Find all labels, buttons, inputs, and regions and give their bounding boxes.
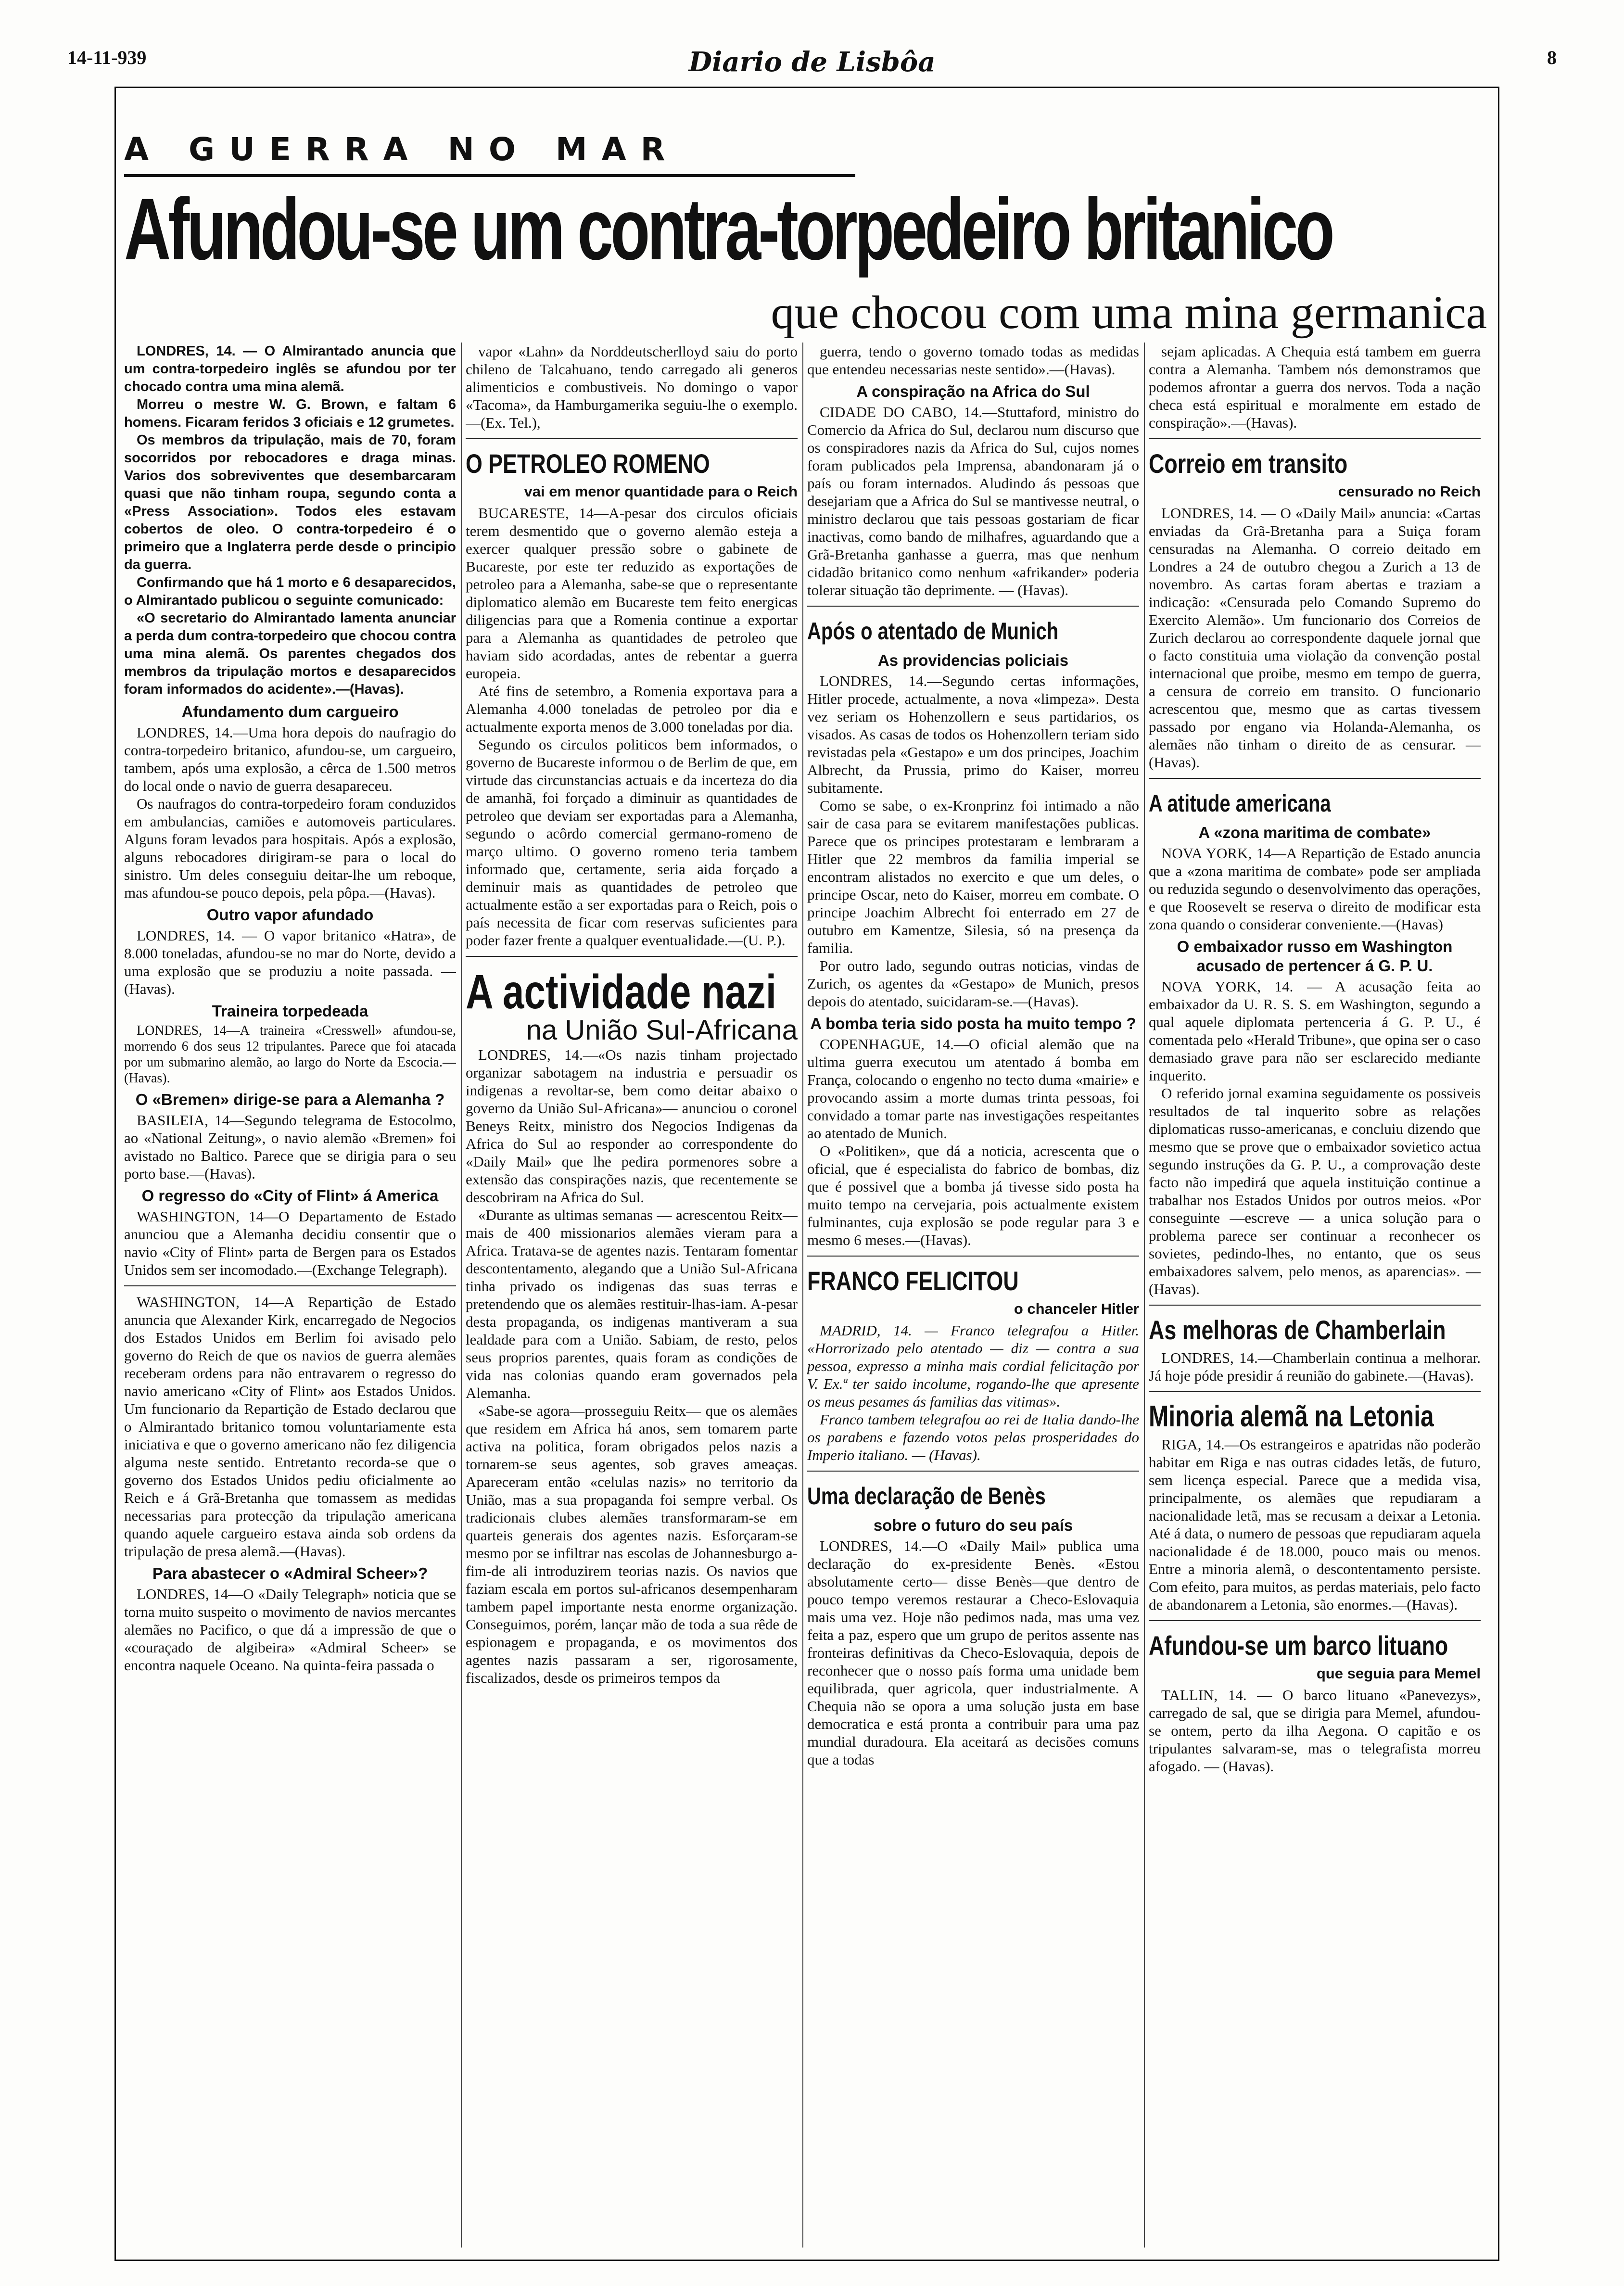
divider [807, 1471, 1139, 1472]
article-paragraph: LONDRES, 14—O «Daily Telegraph» noticia que se torna muito suspeito o movimento de navios mercantes alemães no Pacifico, o que dá a impressão de que o «couraçado de algibeira» «Admiral Scheer» se encontra naquele Oceano. Na quinta-feira passada o [124, 1586, 456, 1674]
article-paragraph: «Sabe-se agora—prosseguiu Reitx— que os alemães que residem em Africa há anos, sem tomarem parte activa na politica, foram obrigados pelos nazis a tornarem-se seus agentes, sob graves ameaças. Apareceram então «celulas nazis» no territorio da União, mas a sua propaganda foi sempre verbal. Os tradicionais clubes alemães transformaram-se em quarteis generais dos agentes nazis. Esforçaram-se mesmo por se infiltrar nas escolas de Johannesburgo a-fim-de ali introduzirem teorias nazis. Os navios que faziam escala em portos sul-africanos desempenharam tambem papel importante nesta enorme organização. Conseguimos, porém, lançar mão de toda a sua rêde de espionagem e propaganda, e os movimentos dos agentes nazis passaram a ser, rigorosamente, fiscalizados, desde os primeiros tempos da [466, 1402, 798, 1686]
divider [1149, 1620, 1481, 1621]
section-headline: A atitude americana [1149, 790, 1331, 817]
section-heading: O «Bremen» dirige-se para a Alemanha ? [135, 1091, 445, 1108]
article-paragraph: BUCARESTE, 14—A-pesar dos circulos oficiais terem desmentido que o governo alemão esteja a exercer qualquer pressão sobre o gabinete de Bucareste, por este ter reduzido as exportações de petroleo para a Alemanha, sabe-se que o representante diplomatico alemão em Bucareste tem feito energicas diligencias para que a Romenia continue a exportar para a Alemanha as quantidades de petroleo que haviam sido acordadas, antes de rebentar a guerra europeia. [466, 505, 798, 682]
column-divider [461, 343, 462, 2248]
section-heading: A bomba teria sido posta ha muito tempo ? [810, 1015, 1136, 1032]
main-subheadline: que chocou com uma mina germanica [771, 287, 1487, 339]
article-paragraph: WASHINGTON, 14—A Repartição de Estado anuncia que Alexander Kirk, encarregado de Negocios dos Estados Unidos em Berlim foi avisado pelo governo do Reich de que os navios de guerra alemães receberam ordens para não entravarem o regresso do navio americano «City of Flint» aos Estados Unidos. Um funcionario da Repartição de Estado declarou que o Almirantado britanico tomou voluntariamente esta iniciativa e que o governo americano não fez diligencia alguma neste sentido. Entretanto recorda-se que o governo dos Estados Unidos pediu oficialmente ao Reich e á Grã-Bretanha que tomassem as medidas necessarias para protecção da tripulação americana quando aquele cargueiro estava ainda sob ordens da tripulação de presa alemã.—(Havas). [124, 1294, 456, 1560]
section-heading: Para abastecer o «Admiral Scheer»? [152, 1564, 428, 1582]
divider [1149, 778, 1481, 779]
article-paragraph: Os membros da tripulação, mais de 70, foram socorridos por rebocadores e draga minas. Varios dos sobreviventes que desembarcaram quasi que não tinham roupa, segundo conta a «Press Association». Todos eles estavam cobertos de oleo. O contra-torpedeiro é o primeiro que a Inglaterra perde desde o principio da guerra. [124, 432, 456, 572]
page-number: 8 [1547, 47, 1557, 68]
article-paragraph: LONDRES, 14.—Segundo certas informações, Hitler procede, actualmente, a nova «limpeza». Desta vez seriam os Hohenzollern e seus partidarios, os visados. As casas de todos os Hohenzollern teriam sido revistadas pela «Gestapo» e um dos principes, Joachim Albrecht, da Prussia, primo do Kaiser, morreu subitamente. [807, 673, 1139, 796]
masthead: Diario de Lisbôa [688, 46, 936, 78]
kicker-rule [124, 174, 855, 177]
lead-paragraph: LONDRES, 14. — O Almirantado anuncia que um contra-torpedeiro inglês se afundou por ter chocado contra uma mina alemã. [124, 343, 456, 394]
article-paragraph: LONDRES, 14. — O vapor britanico «Hatra», de 8.000 toneladas, afundou-se no mar do Norte, devido a uma explosão que se produziu a noite passada. — (Havas). [124, 927, 456, 997]
article-paragraph: Segundo os circulos politicos bem informados, o governo de Bucareste informou o de Berlim de que, em virtude das circunstancias actuais e da incerteza do dia de amanhã, foi forçado a diminuir as quantidades de petroleo que deviam ser exportadas para a Alemanha, segundo o acôrdo comercial germano-romeno de março ultimo. O governo romeno teria tambem informado que, certamente, seria aida forçado a deminuir mais as quantidades de petroleo que actualmente estão a ser exportadas para o Reich, pois o país necessita de ficar com reservas suficientes para poder fazer frente a qualquer eventualidade.—(U. P.). [466, 736, 798, 949]
article-paragraph: sejam aplicadas. A Chequia está tambem em guerra contra a Alemanha. Tambem nós demonstramos que podemos afrontar a guerra dos nervos. Toda a nação checa está espiritual e moralmente em estado de conspiração».—(Havas). [1149, 343, 1481, 431]
divider [1149, 1305, 1481, 1306]
article-paragraph: vapor «Lahn» da Norddeutscherlloyd saiu do porto chileno de Talcahuano, tendo carregado ali generos alimenticios e combustiveis. No domingo o vapor «Tacoma», da Hamburgamerika seguiu-lhe o exemplo.—(Ex. Tel.), [466, 343, 798, 431]
section-headline: As melhoras de Chamberlain [1149, 1315, 1446, 1345]
article-paragraph: Até fins de setembro, a Romenia exportava para a Alemanha 4.000 toneladas de petroleo por dia e actualmente exporta menos de 3.000 toneladas por dia. [466, 683, 798, 735]
section-heading: O embaixador russo em Washington acusado de pertencer á G. P. U. [1177, 938, 1453, 975]
article-paragraph: «Durante as ultimas semanas — acrescentou Reitx—mais de 400 missionarios alemães vieram para a Africa. Tratava-se de agentes nazis. Tentaram fomentar descontentamento, alegando que a União Sul-Africana tinha privado os indigenas das suas terras e pretendendo que os alemães restituir-lhas-iam. A-pesar desta propaganda, os indigenas mantiveram a sua lealdade para com a União. Sabiam, de resto, pelos seus proprios parentes, quais foram as condições de vida nas colonias quando eram governados pela Alemanha. [466, 1206, 798, 1401]
article-paragraph: Os naufragos do contra-torpedeiro foram conduzidos em ambulancias, camiões e automoveis particulares. Alguns foram levados para hospitais. Após a explosão, alguns rebocadores dirigiram-se para o local do sinistro. Um deles conseguiu deitar-lhe um reboque, mas afundou-se pouco depois, pela pôpa.—(Havas). [124, 795, 456, 901]
section-subheadline: na União Sul-Africana [526, 1015, 798, 1046]
article-paragraph: NOVA YORK, 14—A Repartição de Estado anuncia que a «zona maritima de combate» pode ser ampliada ou reduzida segundo o desenvolvimento das operações, e que Roosevelt se reserva o direito de modificar esta zona quando o considerar conveniente.—(Havas) [1149, 845, 1481, 933]
main-headline: Afundou-se um contra-torpedeiro britanico [124, 180, 1332, 278]
section-subheadline: A «zona maritima de combate» [1198, 824, 1431, 841]
article-paragraph: LONDRES, 14—A traineira «Cresswell» afundou-se, morrendo 6 dos seus 12 tripulantes. Parece que foi atacada por um submarino alemão, ao largo do Norte da Escocia.—(Havas). [124, 1023, 456, 1086]
article-paragraph: MADRID, 14. — Franco telegrafou a Hitler. «Horrorizado pelo atentado — diz — contra a sua pessoa, expresso a minha mais cordial felicitação por V. Ex.ª ter saido incolume, rogando-lhe que apresente os meus pesames ás familias das vitimas». [807, 1322, 1139, 1410]
section-subheadline: que seguia para Memel [1316, 1665, 1481, 1682]
section-heading: A conspiração na Africa do Sul [856, 382, 1090, 400]
article-paragraph: LONDRES, 14. — O «Daily Mail» anuncia: «Cartas enviadas da Grã-Bretanha para a Suiça foram censuradas na Alemanha. O correio deitado em Londres a 24 de outubro chegou a Zurich a 13 de novembro. As cartas foram abertas e traziam a indicação: «Censurada pelo Comando Supremo do Exercito Alemão». Um funcionario dos Correios de Zurich declarou ao correspondente daquele jornal que o facto constituia uma violação da convenção postal internacional que proibe, mesmo em tempo de guerra, a censura de correio em transito. O funcionario acrescentou que, mesmo que as cartas tivessem passado por engano via Holanda-Alemanha, os alemães não tinham o direito de as censurar. — (Havas). [1149, 505, 1481, 771]
column-divider [1144, 343, 1145, 2248]
article-paragraph: O «Politiken», que dá a noticia, acrescenta que o oficial, que é especialista do fabrico de bombas, diz que é possivel que a bomba já tivesse sido posta ha muito tempo na cervejaria, pois actualmente existem fulminantes, cuja explosão se pode regular para 3 e mesmo 6 meses.—(Havas). [807, 1143, 1139, 1248]
article-paragraph: LONDRES, 14.—Uma hora depois do naufragio do contra-torpedeiro britanico, afundou-se, um cargueiro, tambem, após uma explosão, a cêrca de 1.500 metros do local onde o navio de guerra desapareceu. [124, 724, 456, 794]
article-paragraph: LONDRES, 14.—«Os nazis tinham projectado organizar sabotagem na industria e persuadir os indigenas a revoltar-se, bem como deitar abaixo o governo da União Sul-Africana»— anunciou o coronel Beneys Reitx, ministro dos Negocios Indigenas da Africa do Sul ao responder ao correspondente do «Daily Mail» que lhe pedira pormenores sobre a extensão das conspirações nazis, que recentemente se descobriram na Africa do Sul. [466, 1046, 798, 1206]
section-heading: Outro vapor afundado [206, 906, 374, 924]
article-paragraph: WASHINGTON, 14—O Departamento de Estado anunciou que a Alemanha decidiu consentir que o navio «City of Flint» parta de Bergen para os Estados Unidos sem ser incomodado.—(Exchange Telegraph). [124, 1208, 456, 1278]
column-2 [466, 343, 798, 2248]
article-paragraph: BASILEIA, 14—Segundo telegrama de Estocolmo, ao «National Zeitung», o navio alemão «Bremen» foi avistado no Baltico. Parece que se dirigia para o seu porto base.—(Havas). [124, 1112, 456, 1182]
article-paragraph: Morreu o mestre W. G. Brown, e faltam 6 homens. Ficaram feridos 3 oficiais e 12 grumetes. [124, 397, 456, 430]
article-paragraph: «O secretario do Almirantado lamenta anunciar a perda dum contra-torpedeiro que chocou contra uma mina alemã. Os parentes chegados dos membros da tripulação mortos e desaparecidos foram informados do acidente».—(Havas). [124, 610, 456, 697]
article-paragraph: Franco tambem telegrafou ao rei de Italia dando-lhe os parabens e fazendo votos pelas prosperidades do Imperio italiano. — (Havas). [807, 1411, 1139, 1463]
section-subheadline: censurado no Reich [1338, 483, 1481, 500]
divider [807, 1256, 1139, 1257]
section-headline: Uma declaração de Benès [807, 1483, 1046, 1510]
column-4 [1149, 343, 1481, 2248]
article-paragraph: NOVA YORK, 14. — A acusação feita ao embaixador da U. R. S. S. em Washington, segundo a qual aquele diplomata pertenceria á G. P. U., é comentada pelo «Herald Tribune», que opina ser o caso demasiado grave para não ser esclarecido mediante inquerito. [1149, 978, 1481, 1084]
section-headline: FRANCO FELICITOU [807, 1266, 1019, 1296]
section-kicker: A GUERRA NO MAR [124, 131, 680, 168]
article-paragraph: Confirmando que há 1 morto e 6 desaparecidos, o Almirantado publicou o seguinte comunicado: [124, 575, 456, 608]
column-3 [807, 343, 1139, 2248]
section-headline: A actividade nazi [466, 965, 777, 1019]
section-headline: Correio em transito [1149, 448, 1348, 479]
divider [466, 438, 798, 439]
section-headline: Afundou-se um barco lituano [1149, 1630, 1448, 1661]
article-paragraph: TALLIN, 14. — O barco lituano «Panevezys», carregado de sal, que se dirigia para Memel, afundou-se ontem, perto da ilha Aegona. O capitão e os tripulantes salvaram-se, mas o telegrafista morreu afogado. — (Havas). [1149, 1687, 1481, 1775]
article-paragraph: O referido jornal examina seguidamente os possiveis resultados de tal inquerito sobre as relações diplomaticas russo-americanas, e concluiu dizendo que mesmo que se prove que o embaixador sovietico actua segundo instruções da G. P. U., a comprovação deste facto não impedirá que aquela instituição continue a trabalhar nos Estados Unidos por outros meios. «Por conseguinte —escreve — a unica solução para o problema parece ser continuar a reconhecer os sovietes, pedindo-lhes, no entanto, que os seus embaixadores salvem, pelo menos, as aparencias». — (Havas). [1149, 1085, 1481, 1297]
article-paragraph: CIDADE DO CABO, 14.—Stuttaford, ministro do Comercio da Africa do Sul, declarou num discurso que os conspiradores nazis da Africa do Sul, cujos nomes foram publicados pela Imprensa, abandonaram já o país ou foram internados. Aludindo ás pessoas que desejariam que a Africa do Sul se mantivesse neutral, o ministro declarou que tais pessoas gostariam de ficar inactivas, como bando de milhafres, aguardando que a Grã-Bretanha ganhasse a guerra, mas que nenhum cidadão britanico como nenhum «afrikander» poderia tolerar situação tão deprimente. — (Havas). [807, 404, 1139, 598]
section-headline: Minoria alemã na Letonia [1149, 1400, 1434, 1433]
divider [1149, 438, 1481, 439]
article-paragraph: guerra, tendo o governo tomado todas as medidas que entendeu necessarias neste sentido».—(Havas). [807, 343, 1139, 378]
article-paragraph: COPENHAGUE, 14.—O oficial alemão que na ultima guerra executou um atentado á bomba em França, colocando o engenho no tecto duma «mairie» e provocando assim a morte dumas trinta pessoas, foi convidado a tomar parte nas investigações respeitantes ao atentado de Munich. [807, 1036, 1139, 1142]
article-paragraph: Como se sabe, o ex-Kronprinz foi intimado a não sair de casa para se evitarem manifestações publicas. Parece que os principes protestaram e lembraram a Hitler que 22 membros da familia imperial se encontram alistados no exercito e que um deles, o principe Oscar, neto do Kaiser, morreu em combate. O principe Joachim Albrecht foi enterrado em 27 de outubro em Kamentze, Silesia, só na presença da familia. [807, 797, 1139, 956]
article-paragraph: LONDRES, 14.—Chamberlain continua a melhorar. Já hoje póde presidir á reunião do gabinete.—(Havas). [1149, 1349, 1481, 1384]
divider [807, 606, 1139, 607]
divider [124, 1285, 456, 1286]
section-subheadline: o chanceler Hitler [1014, 1300, 1139, 1317]
section-subheadline: As providencias policiais [877, 651, 1069, 669]
column-1 [124, 343, 456, 2248]
section-heading: Afundamento dum cargueiro [181, 703, 399, 721]
section-headline: Após o atentado de Munich [807, 618, 1059, 645]
article-paragraph: RIGA, 14.—Os estrangeiros e apatridas não poderão habitar em Riga e nas outras cidades letãs, de futuro, sem licença especial. Parece que a medida visa, principalmente, os alemães que repudiaram a nacionalidade letã, mas se recusam a deixar a Letonia. Até á data, o numero de pessoas que repudiaram aquela nacionalidade é de 18.000, pouco mais ou menos. Entre a minoria alemã, o descontentamento persiste. Com efeito, para muitos, as perdas materiais, pelo facto de abandonarem a Letonia, são enormes.—(Havas). [1149, 1436, 1481, 1613]
divider [466, 956, 798, 957]
section-headline: O PETROLEO ROMENO [466, 448, 710, 479]
article-paragraph: LONDRES, 14.—O «Daily Mail» publica uma declaração do ex-presidente Benès. «Estou absolutamente certo— disse Benès—que dentro de pouco tempo veremos restaurar a Checo-Eslovaquia mais uma vez. Hoje não pedimos nada, mas uma vez feita a paz, espero que um grupo de peritos assente nas fronteiras definitivas da Checo-Eslovaquia, depois de reconhecer que o nosso país forma uma unidade bem equilibrada, quer agricola, quer industrialmente. A Chequia não se opora a uma solução justa em base democratica e está pronta a contribuir para uma paz mundial duradoura. Ela aceitará as decisões comuns que a todas [807, 1537, 1139, 1768]
section-subheadline: vai em menor quantidade para o Reich [524, 483, 798, 500]
divider [1149, 1391, 1481, 1392]
article-paragraph: Por outro lado, segundo outras noticias, vindas de Zurich, os agentes da «Gestapo» de Munich, presos depois do atentado, suicidaram-se.—(Havas). [807, 957, 1139, 1010]
column-divider [802, 343, 803, 2248]
section-heading: Traineira torpedeada [212, 1002, 368, 1020]
section-heading: O regresso do «City of Flint» á America [141, 1187, 439, 1205]
issue-date: 14-11-939 [67, 47, 147, 68]
section-subheadline: sobre o futuro do seu país [873, 1516, 1073, 1534]
